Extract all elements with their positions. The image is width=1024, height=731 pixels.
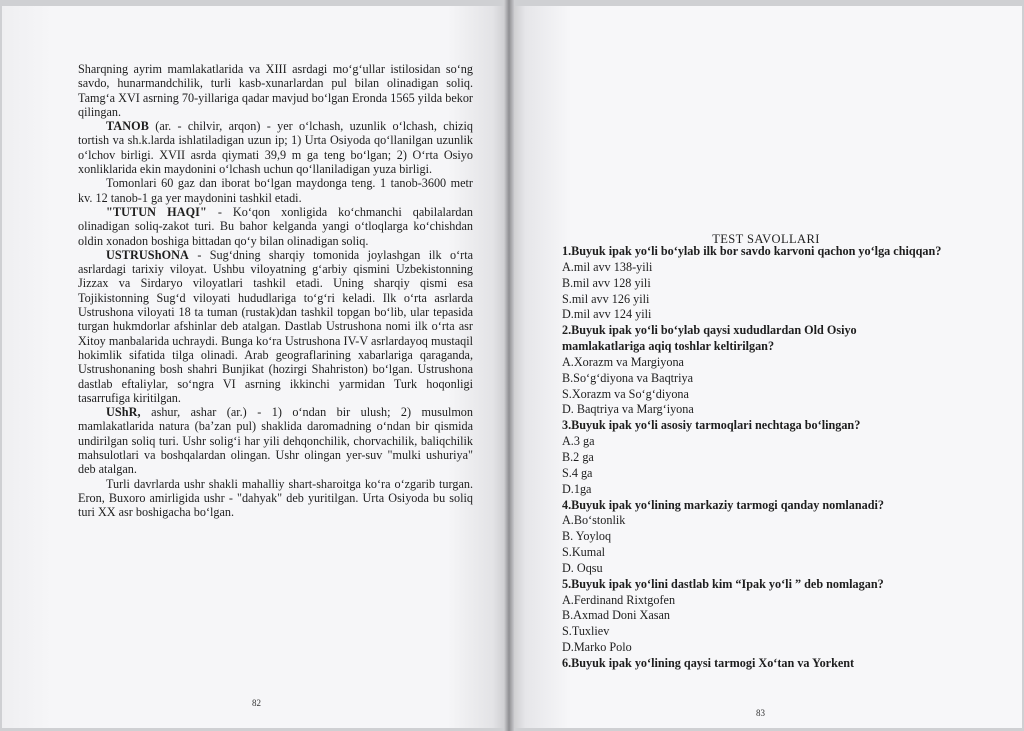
question: 5.Buyuk ipak yo‘lini dastlab kim “Ipak yo‘li ” deb nomlagan? (562, 576, 884, 591)
paragraph-text: Turli davrlarda ushr shakli mahalliy shart-sharoitga ko‘ra o‘zgarib turgan. Eron, Buxoro amirligida ushr - "dahyak" deb yuritilgan. Urta Osiyoda bu soliq turi XX asr boshigacha bo‘lgan. (78, 476, 473, 520)
paragraph-text: Sharqning ayrim mamlakatlarida va XIII asrdagi mo‘g‘ullar istilosidan so‘ng savdo, hunarmandchilik, turli kasb-xunarlardan pul bilan olinadigan soliq. Tamg‘a XVI asrning 70-yillariga qadar mavjud bo‘lgan Eronda 1565 yilda bekor qilingan. (78, 62, 473, 119)
question: 3.Buyuk ipak yo‘li asosiy tarmoqlari nechtaga bo‘lingan? (562, 418, 861, 433)
question: 4.Buyuk ipak yo‘lining markaziy tarmogi qanday nomlanadi? (562, 497, 885, 512)
paragraph-text: - Ko‘qon xonligida ko‘chmanchi qabilalardan olinadigan soliq-zakot turi. Bu bahor kelganda yangi o‘tloqlarga ko‘chishdan oldin xonadon boshiga bittadan qo‘y bilan olinadigan soliq. (78, 204, 473, 248)
paragraph-text: Tomonlari 60 gaz dan iborat bo‘lgan maydonga teng. 1 tanob-3600 metr kv. 12 tanob-1 ga yer maydonini tashkil etadi. (78, 176, 473, 205)
answer-option: B.Axmad Doni Xasan (562, 608, 670, 623)
term: TANOB (106, 119, 149, 134)
paragraph (78, 405, 473, 476)
term: UShR, (106, 405, 141, 420)
paragraph (78, 62, 473, 119)
answer-option: A.Ferdinand Rixtgofen (562, 592, 676, 607)
left-page-text (78, 62, 473, 520)
paragraph-text: - Sug‘dning sharqiy tomonida joylashgan ilk o‘rta asrlardagi tarixiy viloyat. Ushbu viloyatning g‘arbiy qismini Uzbekistonning Jizzax va Sirdaryo viloyatlari tashkil etadi. Uning sharqiy qismi esa Tojikistonning Sug‘d viloyati hududlariga to‘g‘ri keladi. Ilk o‘rta asrlarda Ustrushona viloyati 18 ta tuman (rustak)dan tashkil topgan bo‘lib, ular tepasida turgan hukmdorlar afshinlar deb atalgan. Dastlab Ustrushona nomi ilk o‘rta asr Xitoy manbalarida uchraydi. Bunga ko‘ra Ustrushona IV-V asrlardayoq mustaqil hokimlik sifatida tilga olinadi. Arab geograflarining xabarlariga qaraganda, Ustrushonaning bosh shahri Bunjikat (hozirgi Shahriston) bo‘lgan. Ustrushona dastlab eftaliylar, so‘ngra VI asrning ikkinchi yarmidan Turk hoqonligi tasarrufiga kiritilgan. (78, 247, 473, 405)
answer-option: S.Xorazm va So‘g‘diyona (562, 386, 689, 401)
question: 2.Buyuk ipak yo‘li bo‘ylab qaysi xududlardan Old Osiyo mamlakatlariga aqiq toshlar keltirilgan? (562, 323, 857, 354)
paragraph (78, 205, 473, 248)
term: "TUTUN HAQI" (106, 204, 207, 219)
answer-option: D.1ga (562, 481, 592, 496)
answer-option: A.Xorazm va Margiyona (562, 354, 684, 369)
paragraph (78, 176, 473, 205)
answer-option: B.mil avv 128 yili (562, 275, 651, 290)
answer-option: D. Baqtriya va Marg‘iyona (562, 402, 694, 417)
answer-option: D.Marko Polo (562, 640, 632, 655)
answer-option: S.mil avv 126 yili (562, 291, 650, 306)
answer-option: S.4 ga (562, 465, 593, 480)
questions-list (562, 244, 942, 672)
paragraph (78, 119, 473, 176)
answer-option: D.mil avv 124 yili (562, 307, 652, 322)
paragraph-text: (ar. - chilvir, arqon) - yer o‘lchash, uzunlik o‘lchash, chiziq tortish va sh.k.larda ishlatiladigan uzun ip; 1) Urta Osiyoda qo‘llanilgan uzunlik o‘lchov birligi. XVII asrda qiymati 39,9 m ga teng bo‘lgan; 2) O‘rta Osiyo xonliklarida ekin maydonini o‘lchash uchun qo‘llaniladigan yuza birligi. (78, 119, 473, 177)
page-number-left: 82 (252, 698, 261, 708)
term: USTRUShONA (106, 247, 189, 262)
answer-option: A.mil avv 138-yili (562, 259, 653, 274)
answer-option: A.3 ga (562, 434, 595, 449)
paragraph (78, 477, 473, 520)
book-gutter (504, 0, 514, 731)
paragraph (78, 248, 473, 405)
answer-option: S.Kumal (562, 545, 605, 560)
answer-option: A.Bo‘stonlik (562, 513, 626, 528)
paragraph-text: ashur, ashar (ar.) - 1) o‘ndan bir ulush; 2) musulmon mamlakatlarida natura (ba’zan pul) shaklida daromadning o‘ndan bir qismida undirilgan soliq turi. Ushr solig‘i har yili dehqonchilik, chorvachilik, baliqchilik mahsulotlari va boshqalardan olingan. Ushr olingan yer-suv "mulki ushuriya" deb atalgan. (78, 405, 473, 477)
answer-option: B. Yoyloq (562, 529, 612, 544)
question: 1.Buyuk ipak yo‘li bo‘ylab ilk bor savdo karvoni qachon yo‘lga chiqqan? (562, 244, 942, 258)
test-title: TEST SAVOLLARI (712, 232, 820, 246)
page-number-right: 83 (756, 708, 765, 718)
answer-option: S.Tuxliev (562, 624, 610, 639)
question: 6.Buyuk ipak yo‘lining qaysi tarmogi Xo‘tan va Yorkent (562, 655, 855, 670)
answer-option: B.2 ga (562, 449, 594, 464)
answer-option: D. Oqsu (562, 560, 603, 575)
answer-option: B.So‘g‘diyona va Baqtriya (562, 370, 693, 385)
